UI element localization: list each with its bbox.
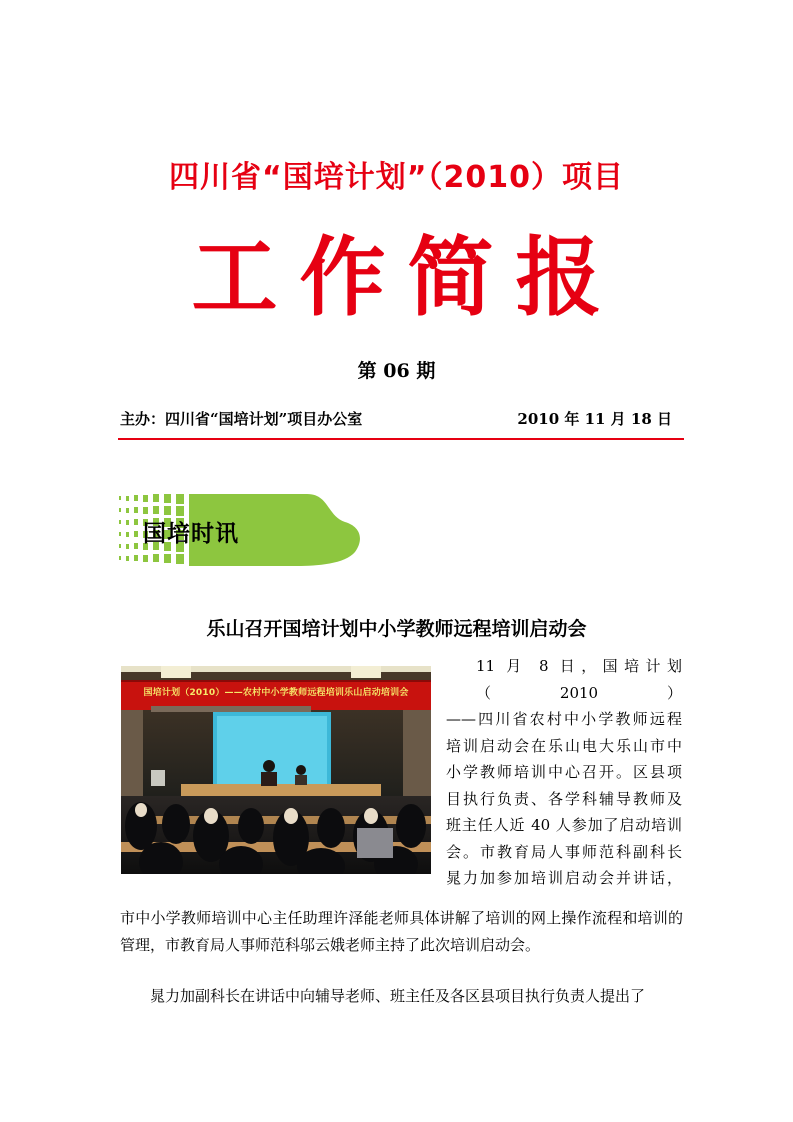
issue-number: 第 06 期: [357, 360, 436, 382]
text-line: 晁力加参加培训启动会并讲话，: [446, 869, 682, 887]
text-line: 培训启动会在乐山电大乐山市中: [446, 736, 682, 755]
article-paragraph-continued: 市中小学教师培训中心主任助理许泽能老师具体讲解了培训的网上操作流程和培训的管理，市教育局人事师范科邬云娥老师主持了此次培训启动会。: [120, 909, 683, 954]
publish-date: 2010 年 11 月 18 日: [517, 410, 672, 428]
text-line: ——四川省农村中小学教师远程: [446, 710, 682, 728]
photo-banner-text: 国培计划（2010）——农村中小学教师远程培训乐山启动培训会: [143, 688, 409, 698]
text-line: 目执行负责、各学科辅导教师及: [446, 789, 682, 808]
article-paragraph-wrap: [446, 653, 682, 892]
project-title: 四川省“国培计划”（2010）项目: [169, 160, 624, 195]
text-line: 班主任人近 40 人参加了启动培训: [446, 816, 682, 834]
section-label: 国培时讯: [143, 521, 239, 547]
text-line: 11 月 8 日，国培计划（2010）: [476, 657, 682, 702]
sponsor-line: 主办：四川省“国培计划”项目办公室: [120, 410, 363, 428]
header-divider: [118, 438, 684, 440]
bulletin-title: 工作简报: [191, 227, 624, 328]
article-paragraph-next: 晁力加副科长在讲话中向辅导老师、班主任及各区县项目执行负责人提出了: [150, 987, 646, 1005]
text-line: 小学教师培训中心召开。区县项: [446, 763, 682, 781]
meeting-photo: [121, 666, 431, 874]
text-line: 会。市教育局人事师范科副科长: [446, 842, 682, 861]
article-headline: 乐山召开国培计划中小学教师远程培训启动会: [206, 618, 587, 640]
